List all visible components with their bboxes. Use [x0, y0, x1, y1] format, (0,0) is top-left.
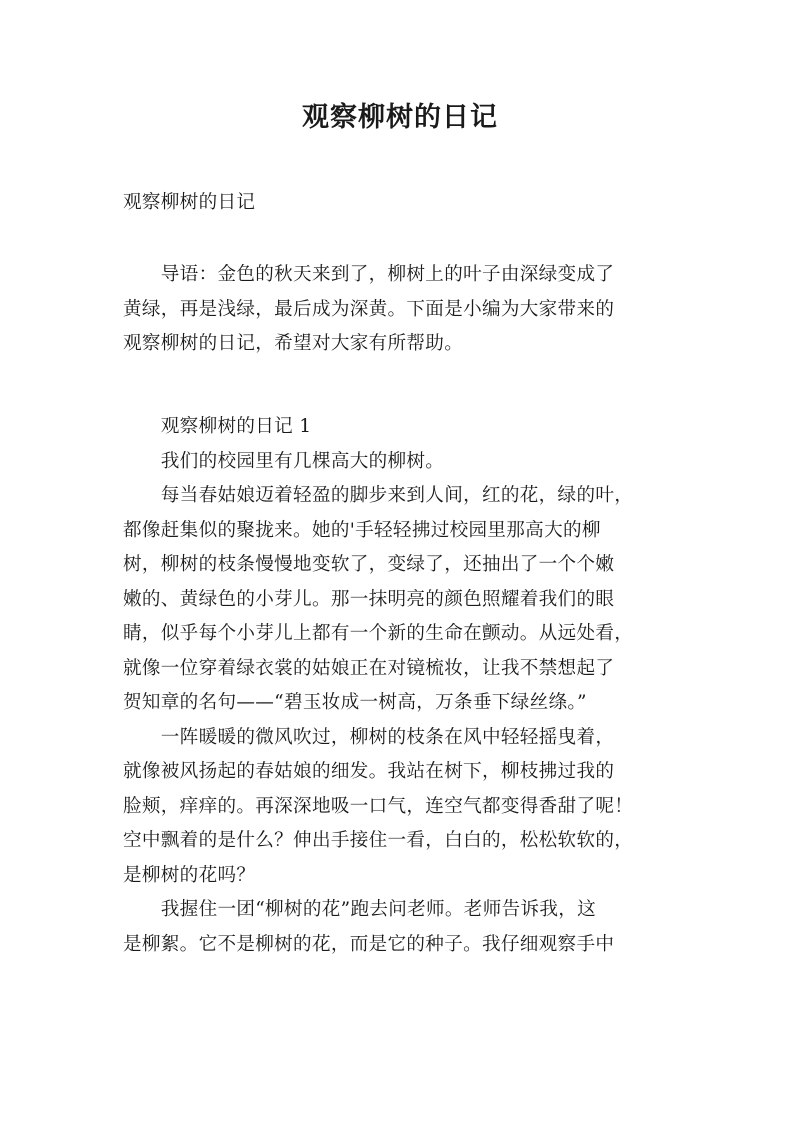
diary-section [123, 410, 683, 962]
section-line: 就像一位穿着绿衣裳的姑娘正在对镜梳妆，让我不禁想起了 [123, 657, 615, 679]
section-line: 空中飘着的是什么？伸出手接住一看，白白的，松松软软的， [123, 830, 634, 851]
section-line: 就像被风扬起的春姑娘的细发。我站在树下，柳枝拂过我的 [123, 761, 615, 782]
intro-line: 观察柳树的日记，希望对大家有所帮助。 [123, 333, 464, 354]
section-line: 嫩的、黄绿色的小芽儿。那一抹明亮的颜色照耀着我们的眼 [123, 588, 615, 610]
section-line: 都像赶集似的聚拢来。她的'手轻轻拂过校园里那高大的柳 [123, 519, 601, 541]
document-title: 观察柳树的日记 [302, 102, 498, 133]
intro-line: 黄绿，再是浅绿，最后成为深黄。下面是小编为大家带来的 [123, 298, 615, 320]
intro-line: 导语：金色的秋天来到了，柳树上的叶子由深绿变成了 [123, 264, 615, 285]
subtitle-text: 观察柳树的日记 [123, 192, 256, 213]
section-line: 每当春姑娘迈着轻盈的脚步来到人间，红的花，绿的叶， [123, 485, 634, 506]
section-line: 一阵暖暖的微风吹过，柳树的枝条在风中轻轻摇曳着， [123, 726, 615, 748]
section-line: 我握住一团“柳树的花”跑去问老师。老师告诉我，这 [123, 899, 597, 920]
document-subtitle [123, 186, 683, 221]
section-line: 是柳树的花吗？ [123, 864, 256, 886]
section-heading: 观察柳树的日记 1 [123, 416, 312, 437]
section-line: 贺知章的名句——“碧玉妆成一树高，万条垂下绿丝绦。” [123, 692, 587, 713]
section-line: 是柳絮。它不是柳树的花，而是它的种子。我仔细观察手中 [123, 933, 615, 955]
intro-paragraph [123, 258, 683, 362]
section-line: 我们的校园里有几棵高大的柳树。 [123, 450, 445, 472]
section-line: 睛，似乎每个小芽儿上都有一个新的生命在颤动。从远处看， [123, 623, 634, 644]
section-line: 树，柳树的枝条慢慢地变软了，变绿了，还抽出了一个个嫩 [123, 554, 615, 575]
section-line: 脸颊，痒痒的。再深深地吸一口气，连空气都变得香甜了呢！ [123, 795, 634, 817]
